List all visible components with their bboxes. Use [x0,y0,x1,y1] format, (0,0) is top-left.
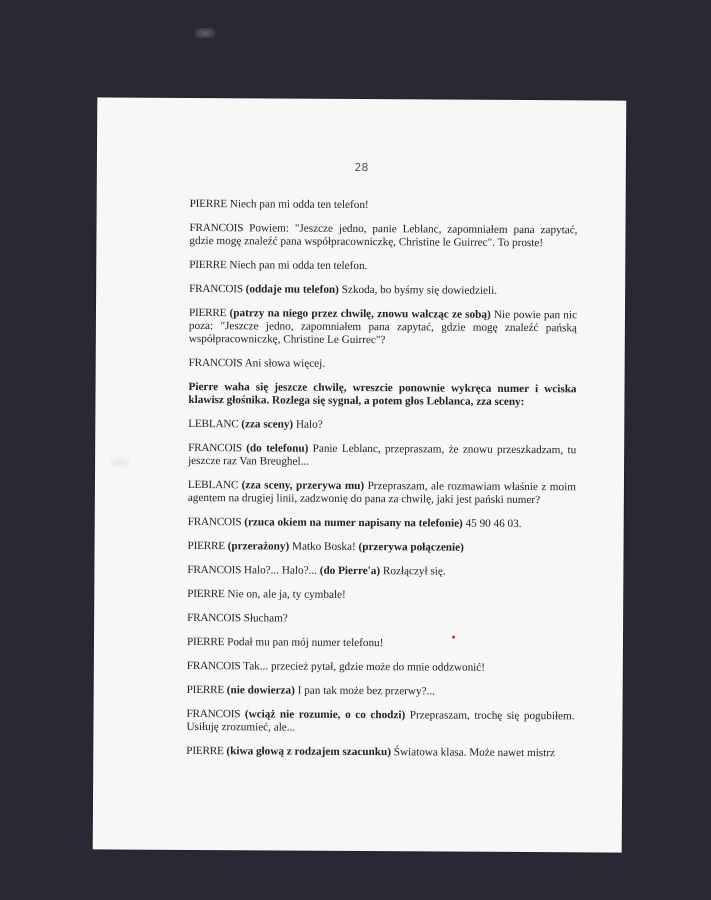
stage-direction: (do telefonu) [246,442,309,455]
script-page [93,97,627,852]
dialogue-text: Słucham? [243,612,288,625]
ink-speck [452,636,455,639]
dialogue-text: Ani słowa więcej. [244,357,326,370]
stage-direction: (rzuca okiem na numer napisany na telefonie) [244,516,463,530]
speaker-name: FRANCOIS [189,221,244,235]
dialogue-text: Matko Boska! [289,540,359,553]
speaker-name: PIERRE [186,744,224,758]
speaker-name: PIERRE [186,683,225,697]
dialogue-paragraph [186,745,574,760]
dialogue-text: Niech pan mi odda ten telefon! [229,198,369,212]
dialogue-paragraph [187,564,575,579]
dialogue-text: Powiem: "Jeszcze jedno, panie Leblanc, zapomniałem pana zapytać, gdzie mogę znaleźć pana współpracowniczkę, Christine le Guirrec". To proste! [189,222,578,250]
speaker-name: PIERRE [187,539,225,553]
speaker-name: FRANCOIS [189,282,243,296]
dialogue-paragraph [187,588,575,603]
stage-direction: (przerażony) [227,540,290,553]
dialogue-paragraph [186,708,574,736]
speaker-name: FRANCOIS [187,515,242,529]
dialogue-paragraph [187,660,575,675]
dialogue-text: Niech pan mi odda ten telefon. [229,259,368,273]
speaker-name: FRANCOIS [187,563,242,577]
stage-direction: (oddaje mu telefon) [245,283,339,296]
stage-direction: (patrzy na niego przez chwilę, znowu walcząc ze sobą) [229,307,491,321]
speaker-name: PIERRE [187,587,225,601]
dialogue-paragraph [189,259,577,274]
stage-direction: Pierre waha się jeszcze chwilę, wreszcie ponownie wykręca numer i wciska klawisz głośnika. Rozlega się sygnał, a potem głos Leblanca, zza sceny: [188,380,577,409]
speaker-name: FRANCOIS [186,659,241,673]
stage-direction: (zza sceny) [241,418,294,431]
dialogue-text: Szkoda, bo byśmy się dowiedzieli. [338,283,498,297]
dialogue-paragraph [189,222,577,250]
dialogue-text: Podał mu pan mój numer telefonu! [227,636,384,650]
dialogue-paragraph [188,540,576,555]
dialogue-text: Halo? [293,418,323,431]
dialogue-text: Nie on, ale ja, ty cymbale! [227,588,346,601]
dialogue-text: Przepraszam, ale rozmawiam właśnie z moim agentem na drugiej linii, zadzwonię do pana za chwilę, jaki jest pański numer? [187,480,576,507]
speaker-name: PIERRE [186,635,225,649]
stage-direction: (nie dowierza) [226,684,295,697]
dialogue-paragraph [187,612,575,627]
stage-direction: (przerywa połączenie) [358,540,464,554]
dialogue-text: 45 90 46 03. [462,517,522,530]
dialogue-paragraph [189,307,577,348]
dialogue-paragraph [188,418,576,433]
dialogue-paragraph [188,516,576,531]
scan-dust [195,28,215,38]
speaker-name: FRANCOIS [188,441,242,455]
stage-direction: (do Pierre'a) [319,564,381,578]
speaker-name: PIERRE [189,197,228,211]
dialogue-text: I pan tak może bez przerwy?... [294,684,435,698]
speaker-name: LEBLANC [187,478,239,492]
speaker-name: FRANCOIS [188,356,243,370]
dialogue-paragraph [187,636,575,651]
stage-direction: (kiwa głową z rodzajem szacunku) [226,745,391,759]
dialogue-text: Nie powie pan nic poza: "Jeszcze jedno, zapomniałem pana zapytać, gdzie mogę znaleźć pańską współpracowniczkę, Christine Le Guirrec"? [188,308,578,347]
speaker-name: FRANCOIS [187,611,241,625]
page-number: 28 [354,160,369,175]
dialogue-text: Panie Leblanc, przepraszam, że znowu przeszkadzam, tu jeszcze raz Van Breughel... [188,442,577,468]
stage-direction: (wciąż nie rozumie, o co chodzi) [244,708,406,722]
dialogue-text: Światowa klasa. Może nawet mistrz [390,746,556,760]
dialogue-text: Halo?... Halo?... [243,564,320,577]
dialogue-paragraph [189,283,577,298]
dialogue-paragraph [188,442,576,470]
scan-dust [110,458,130,468]
stage-direction: (zza sceny, przerywa mu) [241,479,365,493]
speaker-name: LEBLANC [188,417,239,431]
speaker-name: FRANCOIS [186,707,241,721]
dialogue-paragraph [189,357,577,372]
dialogue-text: Rozłączył się. [380,565,446,578]
dialogue-text: Tak... przecież pytał, gdzie może do mnie oddzwonić! [243,660,486,674]
script-body [186,198,577,771]
speaker-name: PIERRE [189,258,227,272]
dialogue-paragraph [187,684,575,699]
dialogue-paragraph [188,479,576,507]
dialogue-paragraph [190,198,578,213]
dialogue-text: Przepraszam, trochę się pogubiłem. Usiłuję zrozumieć, ale... [186,709,575,734]
dialogue-paragraph [188,381,576,409]
speaker-name: PIERRE [188,306,227,320]
